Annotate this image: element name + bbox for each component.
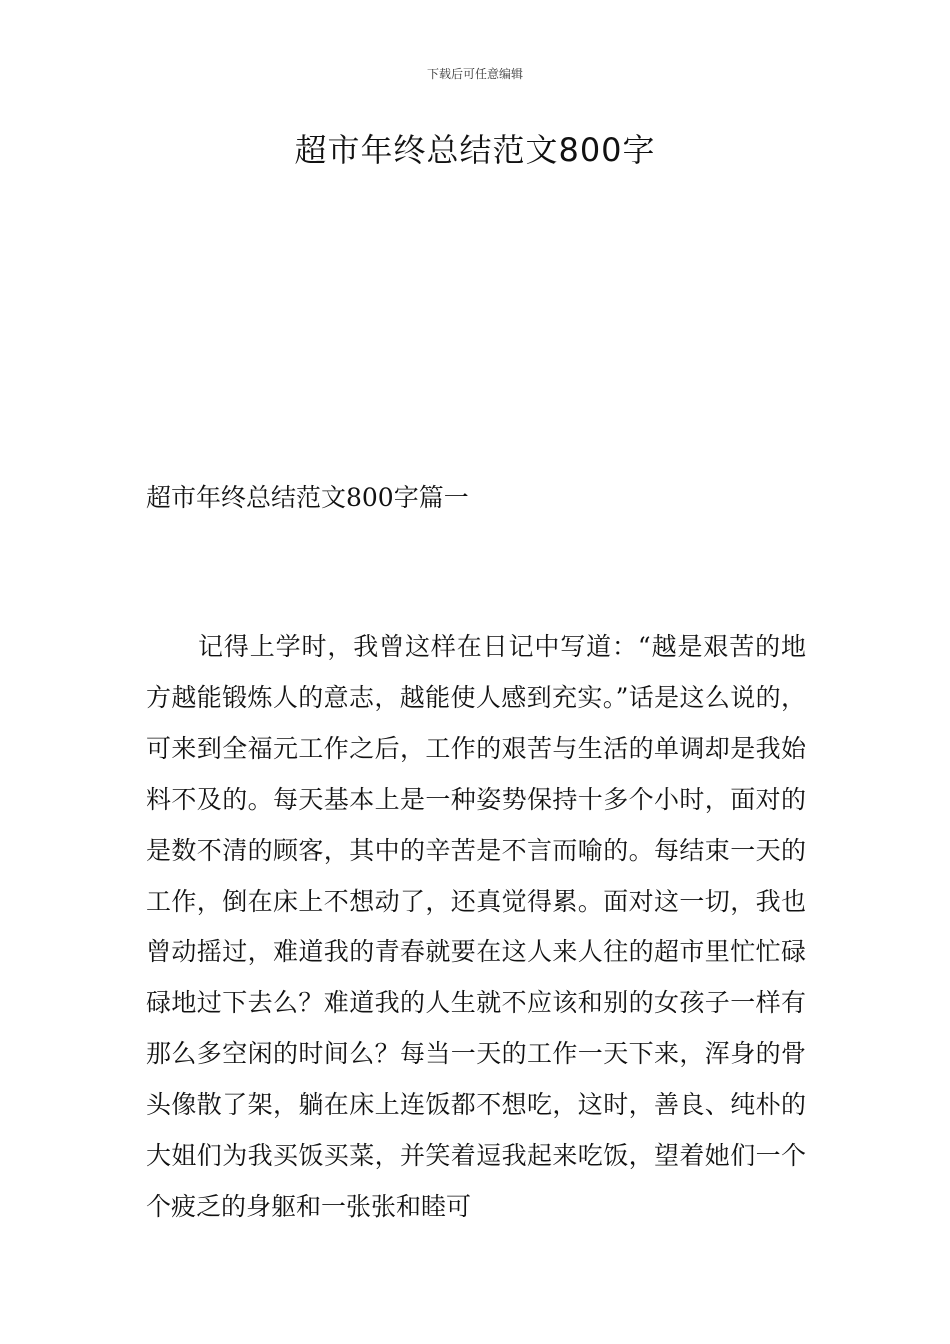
body-paragraph: 记得上学时，我曾这样在日记中写道：“越是艰苦的地方越能锻炼人的意志，越能使人感到充实。”话是这么说的，可来到全福元工作之后，工作的艰苦与生活的单调却是我始料不及的。每天基本上是一种姿势保持十多个小时，面对的是数不清的顾客，其中的辛苦是不言而喻的。每结束一天的工作，倒在床上不想动了，还真觉得累。面对这一切，我也曾动摇过，难道我的青春就要在这人来人往的超市里忙忙碌碌地过下去么？难道我的人生就不应该和别的女孩子一样有那么多空闲的时间么？每当一天的工作一天下来，浑身的骨头像散了架，躺在床上连饭都不想吃，这时，善良、纯朴的大姐们为我买饭买菜，并笑着逗我起来吃饭，望着她们一个个疲乏的身躯和一张张和睦可 <box>146 632 806 1221</box>
document-title: 超市年终总结范文800字 <box>294 131 656 169</box>
section-heading: 超市年终总结范文800字篇一 <box>146 483 469 512</box>
header-note: 下载后可任意编辑 <box>426 67 523 81</box>
